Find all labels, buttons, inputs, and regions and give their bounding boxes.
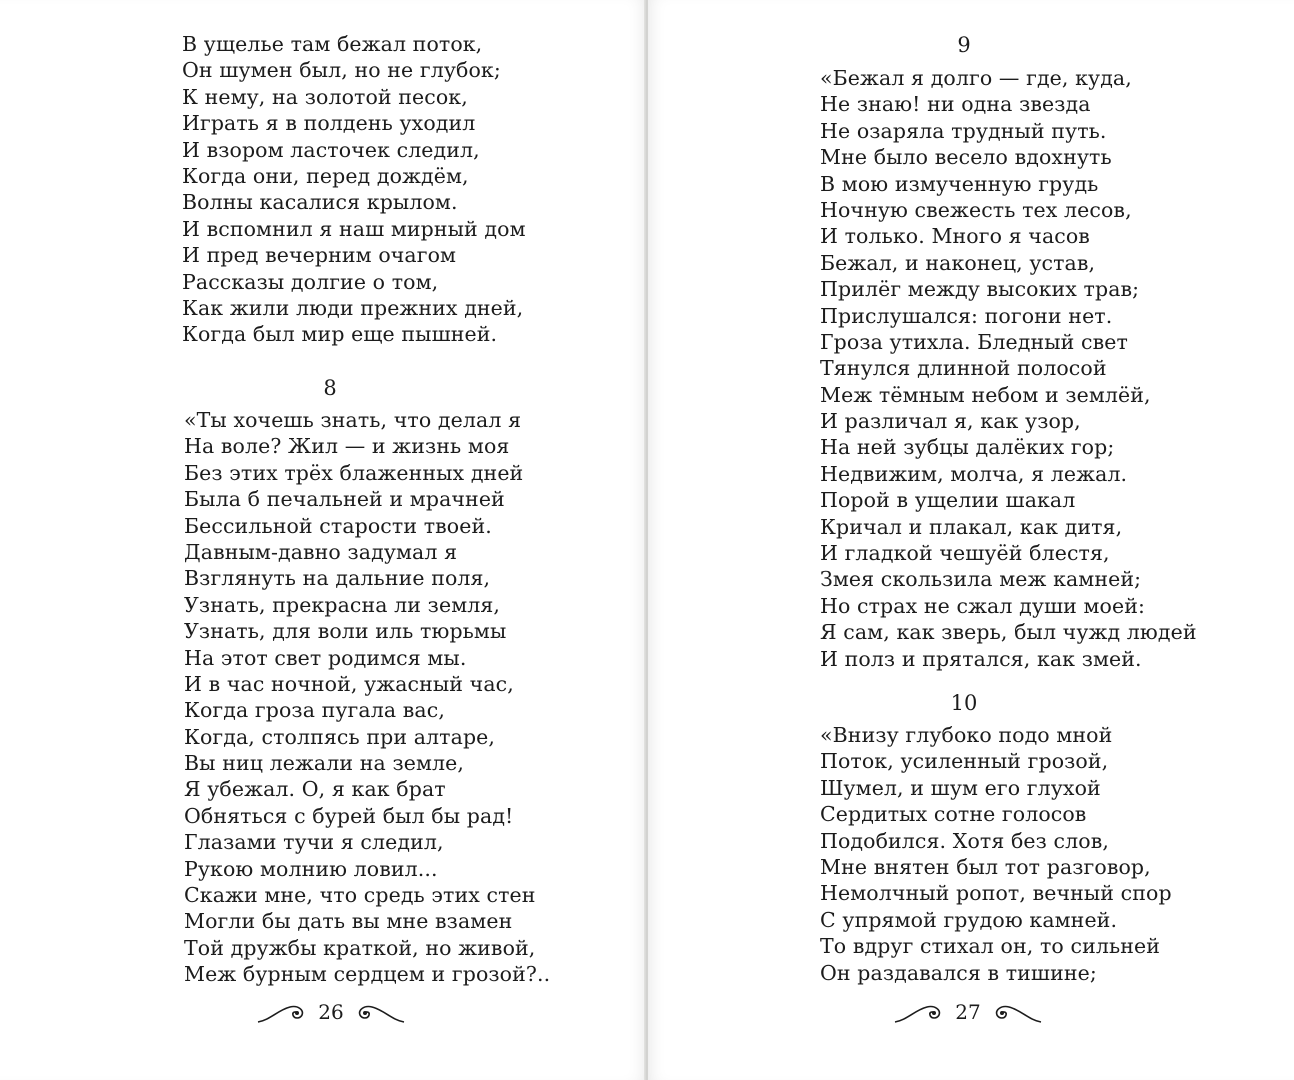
swirl-ornament-icon	[256, 1000, 306, 1026]
verse-line: С упрямой грудою камней.	[820, 907, 1118, 932]
verse-line: Он шумен был, но не глубок;	[182, 58, 501, 83]
swirl-ornament-icon	[893, 1000, 943, 1026]
verse-line: Взглянуть на дальние поля,	[184, 566, 491, 591]
verse-line: «Внизу глубоко подо мной	[820, 723, 1113, 747]
verse-line: Обняться с бурей был бы рад!	[184, 803, 514, 828]
verse-line: Давным-давно задумал я	[184, 539, 458, 564]
verse-line: Мне было весело вдохнуть	[820, 145, 1112, 170]
verse-line: В ущелье там бежал поток,	[182, 32, 483, 56]
page-folio-right	[893, 992, 1043, 1032]
page-number: 27	[955, 1000, 981, 1024]
verse-line: Недвижим, молча, я лежал.	[820, 461, 1128, 486]
verse-line: И взором ласточек следил,	[182, 137, 480, 162]
verse-line: Без этих трёх блаженных дней	[184, 460, 524, 485]
verse-line: Бежал, и наконец, устав,	[820, 250, 1096, 275]
verse-line: «Бежал я долго — где, куда,	[820, 66, 1132, 90]
verse-line: Узнать, для воли иль тюрьмы	[184, 619, 507, 644]
verse-line: И полз и прятался, как змей.	[820, 646, 1142, 671]
verse-line: Узнать, прекрасна ли земля,	[184, 592, 501, 617]
right-page	[648, 0, 1294, 1080]
stanza-10-number: 10	[950, 691, 978, 715]
verse-line: Была б печальней и мрачней	[184, 487, 505, 512]
verse-line: Бессильной старости твоей.	[184, 513, 492, 538]
verse-line: «Ты хочешь знать, что делал я	[184, 408, 522, 432]
verse-line: Поток, усиленный грозой,	[820, 749, 1109, 774]
page-folio-left	[256, 992, 406, 1032]
stanza-9-number: 9	[957, 33, 971, 57]
verse-line: И различал я, как узор,	[820, 409, 1081, 434]
verse-line: На воле? Жил — и жизнь моя	[184, 434, 510, 459]
verse-line: Немолчный ропот, вечный спор	[820, 881, 1172, 906]
verse-line: В мою измученную грудь	[820, 171, 1099, 196]
verse-line: Не знаю! ни одна звезда	[820, 92, 1091, 117]
verse-line: Мне внятен был тот разговор,	[820, 854, 1151, 879]
verse-line: И в час ночной, ужасный час,	[184, 671, 514, 696]
verse-line: Но страх не сжал души моей:	[820, 593, 1146, 618]
verse-line: Как жили люди прежних дней,	[182, 295, 524, 320]
verse-line: Меж тёмным небом и землёй,	[820, 382, 1151, 407]
verse-line: Могли бы дать вы мне взамен	[184, 909, 513, 934]
verse-line: Глазами тучи я следил,	[184, 830, 444, 855]
verse-line: Я сам, как зверь, был чужд людей	[820, 620, 1197, 645]
swirl-ornament-icon	[356, 1000, 406, 1026]
verse-line: Рукою молнию ловил...	[184, 856, 438, 881]
verse-line: То вдруг стихал он, то сильней	[820, 934, 1160, 959]
verse-line: На ней зубцы далёких гор;	[820, 435, 1115, 460]
verse-line: Ночную свежесть тех лесов,	[820, 197, 1132, 222]
verse-line: К нему, на золотой песок,	[182, 84, 468, 109]
verse-line: Подобился. Хотя без слов,	[820, 828, 1109, 853]
stanza-8	[184, 407, 550, 988]
verse-line: Скажи мне, что средь этих стен	[184, 883, 536, 908]
verse-line: Змея скользила меж камней;	[820, 567, 1142, 592]
verse-line: Когда был мир еще пышней.	[182, 322, 498, 347]
left-page	[0, 0, 646, 1080]
verse-line: Прилёг между высоких трав;	[820, 277, 1140, 302]
verse-line: Гроза утихла. Бледный свет	[820, 329, 1128, 354]
verse-line: Когда гроза пугала вас,	[184, 698, 445, 723]
verse-line: И гладкой чешуёй блестя,	[820, 541, 1110, 566]
verse-line: Я убежал. О, я как брат	[184, 777, 446, 802]
verse-line: Той дружбы краткой, но живой,	[184, 935, 536, 960]
verse-line: Сердитых сотне голосов	[820, 802, 1087, 827]
verse-line: Когда они, перед дождём,	[182, 163, 469, 188]
verse-line: Кричал и плакал, как дитя,	[820, 514, 1123, 539]
stanza-7-tail	[182, 31, 526, 348]
verse-line: Тянулся длинной полосой	[820, 356, 1107, 381]
verse-line: Прислушался: погони нет.	[820, 303, 1113, 328]
verse-line: Когда, столпясь при алтаре,	[184, 724, 496, 749]
stanza-8-number: 8	[323, 376, 337, 400]
verse-line: На этот свет родимся мы.	[184, 645, 467, 670]
verse-line: И вспомнил я наш мирный дом	[182, 216, 526, 241]
verse-line: Шумел, и шум его глухой	[820, 775, 1101, 800]
verse-line: Вы ниц лежали на земле,	[184, 751, 464, 776]
stanza-9	[820, 65, 1197, 672]
verse-line: Волны касалися крылом.	[182, 190, 458, 215]
verse-line: Порой в ущелии шакал	[820, 488, 1076, 513]
page-number: 26	[318, 1000, 344, 1024]
verse-line: И пред вечерним очагом	[182, 243, 457, 268]
verse-line: Он раздавался в тишине;	[820, 960, 1097, 985]
verse-line: И только. Много я часов	[820, 224, 1090, 249]
swirl-ornament-icon	[993, 1000, 1043, 1026]
verse-line: Меж бурным сердцем и грозой?..	[184, 962, 551, 987]
verse-line: Рассказы долгие о том,	[182, 269, 439, 294]
stanza-10	[820, 722, 1172, 986]
verse-line: Играть я в полдень уходил	[182, 111, 476, 136]
verse-line: Не озаряла трудный путь.	[820, 118, 1107, 143]
